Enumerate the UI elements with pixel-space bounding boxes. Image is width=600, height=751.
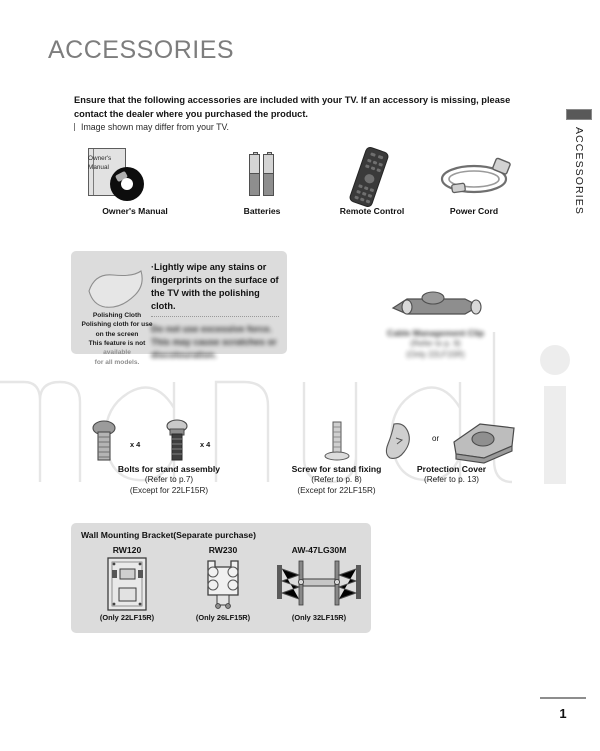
chapter-tab-marker	[566, 109, 592, 120]
panel-divider	[151, 316, 279, 317]
hardware-row	[74, 418, 526, 498]
polishing-instruction-primary: ·Lightly wipe any stains or fingerprints on the surface of the TV with the polishing cloth.	[151, 262, 279, 312]
image-note	[74, 122, 526, 132]
polishing-instruction-secondary: Do not use excessive force. This may cause scratches or discolouration.	[151, 324, 277, 361]
rw230-bracket-icon	[175, 555, 271, 613]
bolt-qty-1: x 4	[130, 440, 141, 449]
polishing-cloth-caption: Polishing Cloth Polishing cloth for use on the screen This feature is not available for all models.	[81, 312, 153, 366]
hardware-except: (Except for 22LF15R)	[297, 486, 376, 496]
protection-cover-icon	[364, 418, 539, 464]
accessory-remote-control	[317, 146, 427, 216]
batteries-icon	[212, 146, 312, 206]
page-title: ACCESSORIES	[48, 36, 235, 64]
remote-control-icon	[317, 146, 427, 206]
hardware-title: Bolts for stand assembly	[117, 464, 221, 474]
wall-mount-model: RW120	[112, 545, 142, 555]
polishing-cloth-icon	[83, 265, 149, 313]
wall-mount-model: RW230	[208, 545, 238, 555]
wall-mount-item-aw47lg30m	[269, 545, 369, 622]
cd-disc-icon	[110, 167, 144, 201]
polishing-cloth-panel	[71, 251, 287, 366]
hardware-refer: (Refer to p. 13)	[423, 475, 480, 484]
accessory-label: Owner's Manual	[102, 206, 168, 216]
accessory-owners-manual	[80, 146, 190, 216]
owners-manual-icon	[80, 146, 190, 206]
hardware-except: (Except for 22LF15R)	[129, 486, 209, 496]
booklet-text: Owner's Manual	[88, 155, 112, 171]
bolts-icon	[74, 418, 264, 464]
power-cord-icon	[422, 146, 526, 206]
wall-mount-compat: (Only 22LF15R)	[99, 613, 155, 622]
intro-text: Ensure that the following accessories are included with your TV. If an accessory is missing, please contact the dealer where you purchased the product.	[74, 95, 511, 120]
bolt-qty-2: x 4	[200, 440, 211, 449]
wall-mount-model: AW-47LG30M	[291, 545, 347, 555]
hardware-title: Screw for stand fixing	[291, 464, 382, 474]
wall-mount-compat: (Only 26LF15R)	[195, 613, 251, 622]
hardware-bolts	[74, 418, 264, 496]
accessory-power-cord	[422, 146, 526, 216]
accessories-row	[74, 146, 526, 228]
accessory-label: Power Cord	[449, 206, 499, 216]
chapter-tab	[566, 109, 592, 220]
cable-clip-icon	[348, 286, 523, 328]
wall-mount-title: Wall Mounting Bracket(Separate purchase)	[81, 530, 256, 540]
wall-mount-item-rw120	[79, 545, 175, 622]
wall-mount-item-rw230	[175, 545, 271, 622]
protection-cover-or-label: or	[432, 434, 440, 443]
aw47lg30m-bracket-icon	[269, 555, 369, 613]
wall-mount-compat: (Only 32LF15R)	[291, 613, 347, 622]
cable-clip-only: (Only 22LF15R)	[406, 350, 465, 360]
cable-clip-refer: (Refer to p. 9)	[410, 339, 461, 348]
accessory-label: Remote Control	[339, 206, 405, 216]
chapter-tab-label: ACCESSORIES	[573, 127, 585, 215]
note-text: Image shown may differ from your TV.	[81, 122, 229, 132]
accessory-label: Batteries	[243, 206, 281, 216]
wall-mounting-bracket-panel	[71, 523, 371, 633]
footer-divider	[540, 697, 586, 699]
cable-clip-title: Cable Management Clip	[387, 328, 484, 338]
rw120-bracket-icon	[79, 555, 175, 613]
hardware-refer: (Refer to p. 8)	[311, 475, 362, 484]
page-number: 1	[559, 706, 567, 721]
accessory-batteries	[212, 146, 312, 216]
note-bullet-icon	[74, 123, 75, 131]
hardware-protection-cover	[364, 418, 539, 485]
hardware-title: Protection Cover	[416, 464, 487, 474]
cable-management-clip-block	[348, 286, 523, 360]
hardware-refer: (Refer to p.7)	[144, 475, 194, 484]
